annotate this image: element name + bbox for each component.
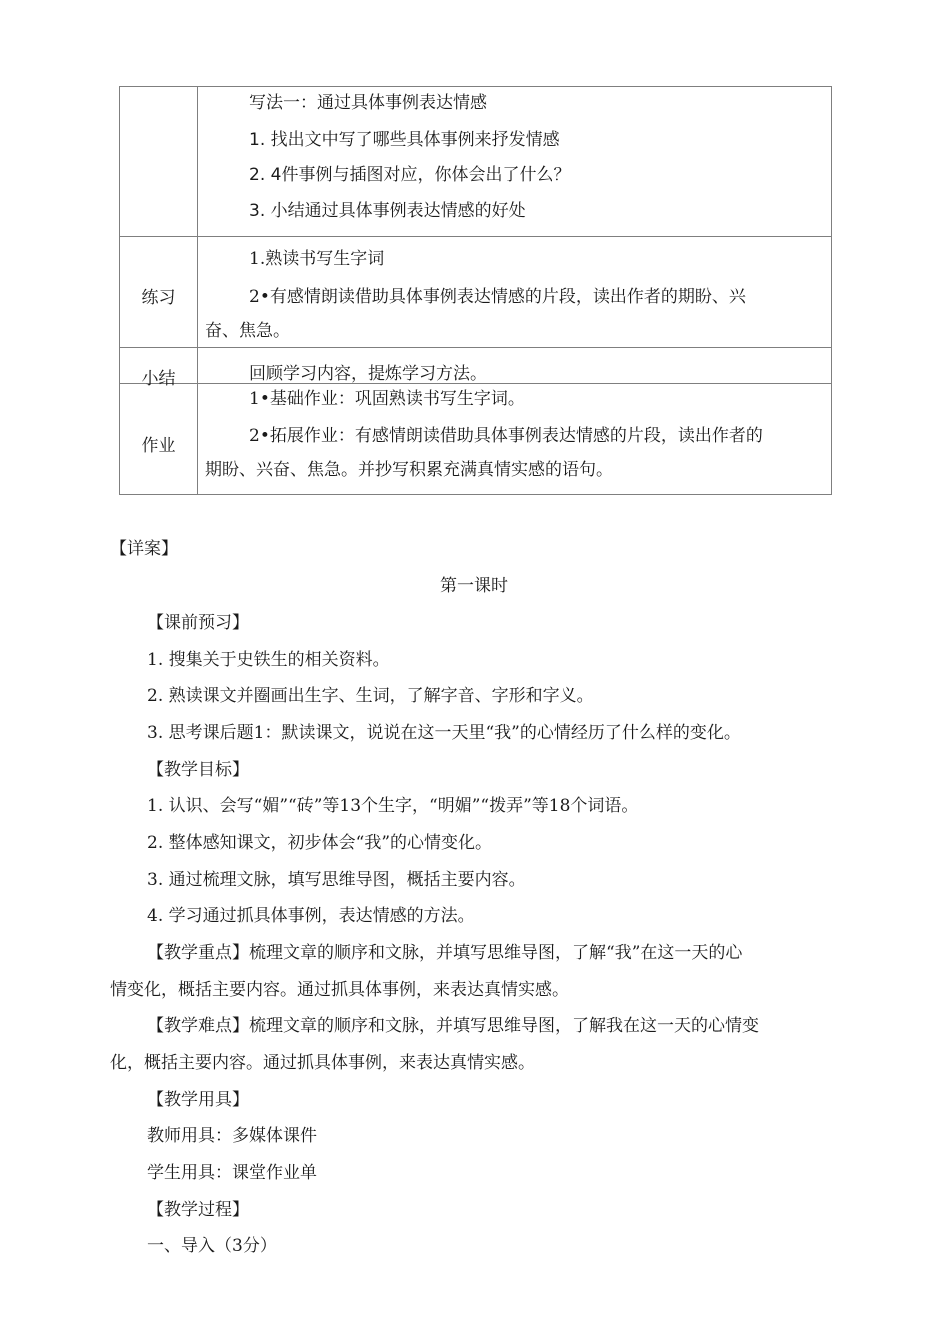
student-tools: 学生用具：课堂作业单 xyxy=(147,1163,317,1183)
content-line: 写法一：通过具体事例表达情感 xyxy=(249,93,487,113)
preview-heading: 【课前预习】 xyxy=(147,613,249,633)
row-label-cell xyxy=(120,348,198,389)
goal-item: 2. 整体感知课文，初步体会“我”的心情变化。 xyxy=(147,833,493,853)
content-line: 2•有感情朗读借助具体事例表达情感的片段，读出作者的期盼、兴 xyxy=(249,287,746,307)
content-line: 1. 找出文中写了哪些具体事例来抒发情感 xyxy=(249,130,560,150)
row-label: 练习 xyxy=(141,288,176,308)
row-label-cell xyxy=(120,237,198,348)
row-label: 小结 xyxy=(141,369,176,389)
content-line: 3. 小结通过具体事例表达情感的好处 xyxy=(249,201,526,221)
table-row xyxy=(120,87,832,237)
section-heading: 一、导入（3分） xyxy=(147,1236,277,1256)
goal-item: 3. 通过梳理文脉，填写思维导图，概括主要内容。 xyxy=(147,870,526,890)
teacher-tools: 教师用具：多媒体课件 xyxy=(147,1126,317,1146)
difficulties-line: 【教学难点】梳理文章的顺序和文脉，并填写思维导图，了解我在这一天的心情变 xyxy=(147,1016,759,1036)
preview-item: 2. 熟读课文并圈画出生字、生词，了解字音、字形和字义。 xyxy=(147,686,594,706)
row-content-cell xyxy=(198,87,832,237)
content-line: 奋、焦急。 xyxy=(205,321,290,341)
key-points-line: 情变化，概括主要内容。通过抓具体事例，来表达真情实感。 xyxy=(110,980,569,1000)
tools-heading: 【教学用具】 xyxy=(147,1090,249,1110)
table-row xyxy=(120,384,832,495)
lesson-title: 第一课时 xyxy=(440,576,508,596)
row-label-cell xyxy=(120,87,198,237)
content-line: 回顾学习内容，提炼学习方法。 xyxy=(249,364,487,384)
difficulties-line: 化，概括主要内容。通过抓具体事例，来表达真情实感。 xyxy=(110,1053,535,1073)
process-heading: 【教学过程】 xyxy=(147,1200,249,1220)
row-content-cell xyxy=(198,237,832,348)
content-line: 1•基础作业：巩固熟读书写生字词。 xyxy=(249,389,525,409)
lesson-plan-table xyxy=(119,86,832,495)
goal-item: 4. 学习通过抓具体事例，表达情感的方法。 xyxy=(147,906,475,926)
content-line: 1.熟读书写生字词 xyxy=(249,249,385,269)
content-line: 期盼、兴奋、焦急。并抄写积累充满真情实感的语句。 xyxy=(205,460,613,480)
goals-heading: 【教学目标】 xyxy=(147,760,249,780)
key-points-line: 【教学重点】梳理文章的顺序和文脉，并填写思维导图，了解“我”在这一天的心 xyxy=(147,943,743,963)
preview-item: 3. 思考课后题1：默读课文，说说在这一天里“我”的心情经历了什么样的变化。 xyxy=(147,723,741,743)
row-content-cell xyxy=(198,384,832,495)
row-label-cell xyxy=(120,384,198,495)
preview-item: 1. 搜集关于史铁生的相关资料。 xyxy=(147,650,390,670)
goal-item: 1. 认识、会写“媚”“砖”等13个生字，“明媚”“拨弄”等18个词语。 xyxy=(147,796,639,816)
content-line: 2. 4件事例与插图对应，你体会出了什么？ xyxy=(249,165,571,185)
row-content-cell xyxy=(198,348,832,384)
detail-heading: 【详案】 xyxy=(110,539,178,559)
table-row xyxy=(120,348,832,384)
row-label: 作业 xyxy=(141,436,176,456)
content-line: 2•拓展作业：有感情朗读借助具体事例表达情感的片段，读出作者的 xyxy=(249,426,763,446)
table-row xyxy=(120,237,832,348)
